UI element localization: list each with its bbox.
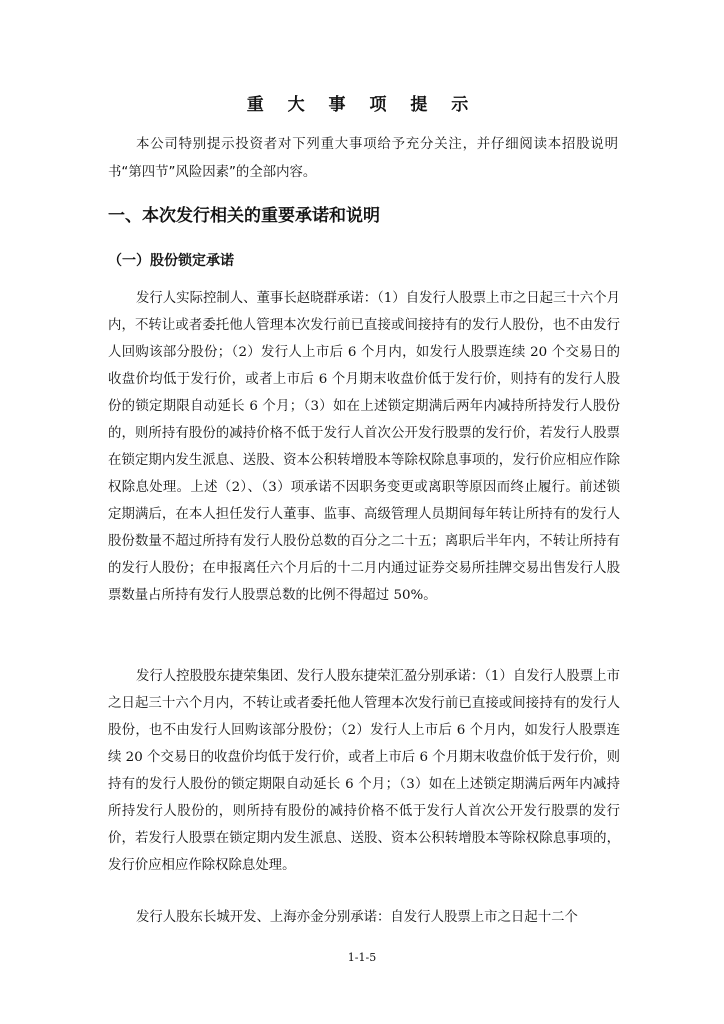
paragraph-other-shareholders: 发行人股东长城开发、上海亦金分别承诺：自发行人股票上市之日起十二个: [136, 910, 578, 925]
intro-paragraph: 本公司特别提示投资者对下列重大事项给予充分关注，并仔细阅读本招股说明书“第四节”风险因素”的全部内容。: [108, 137, 618, 180]
section-heading: 一、本次发行相关的重要承诺和说明: [108, 206, 380, 226]
paragraph-shareholder-commitment: 发行人控股股东捷荣集团、发行人股东捷荣汇盈分别承诺：（1）自发行人股票上市之日起三十六个月内，不转让或者委托他人管理本次发行前已直接或间接持有的发行人股份，也不由发行人回购该部分股份；（2）发行人上市后 6 个月内，如发行人股票连续 20 个交易日的收盘价均低于发行价，或者上市后 6 个月期末收盘价低于发行价，则持有的发行人股份的锁定期限自动延长 6 个月；（3）如在上述锁定期满后两年内减持所持发行人股份的，则所持有股份的减持价格不低于发行人首次公开发行股票的发行价，若发行人股票在锁定期内发生派息、送股、资本公积转增股本等除权除息事项的，发行价应相应作除权除息处理。: [108, 669, 620, 873]
subsection-heading: （一）股份锁定承诺: [108, 253, 234, 269]
page-number: 1-1-5: [347, 951, 377, 964]
paragraph-controller-commitment: 发行人实际控制人、董事长赵晓群承诺：（1）自发行人股票上市之日起三十六个月内，不转让或者委托他人管理本次发行前已直接或间接持有的发行人股份，也不由发行人回购该部分股份；（2）发行人上市后 6 个月内，如发行人股票连续 20 个交易日的收盘价均低于发行价，或者上市后 6 个月期末收盘价低于发行价，则持有的发行人股份的锁定期限自动延长 6 个月；（3）如在上述锁定期满后两年内减持所持发行人股份的，则所持有股份的减持价格不低于发行人首次公开发行股票的发行价，若发行人股票在锁定期内发生派息、送股、资本公积转增股本等除权除息事项的，发行价应相应作除权除息处理。上述（2）、（3）项承诺不因职务变更或离职等原因而终止履行。前述锁定期满后，在本人担任发行人董事、监事、高级管理人员期间每年转让所持有的发行人股份数量不超过所持有发行人股份总数的百分之二十五；离职后半年内，不转让所持有的发行人股份；在申报离任六个月后的十二月内通过证券交易所挂牌交易出售发行人股票数量占所持有发行人股票总数的比例不得超过 50%。: [108, 291, 620, 603]
page-title: 重 大 事 项 提 示: [246, 95, 478, 115]
